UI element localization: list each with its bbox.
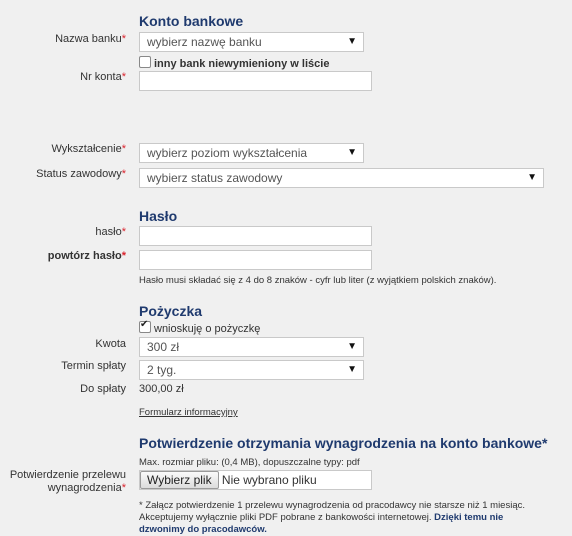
bank-section-title: Konto bankowe (139, 13, 244, 29)
bank-name-select[interactable]: wybierz nazwę banku ▼ (139, 32, 364, 52)
choose-file-button[interactable]: Wybierz plik (140, 471, 219, 489)
term-label: Termin spłaty (61, 360, 126, 372)
chevron-down-icon: ▼ (347, 147, 357, 158)
to-pay-value: 300,00 zł (139, 383, 184, 395)
status-select[interactable]: wybierz status zawodowy ▼ (139, 168, 544, 188)
salary-section-title: Potwierdzenie otrzymania wynagrodzenia na konto bankowe* (139, 435, 548, 451)
other-bank-checkbox[interactable] (139, 56, 151, 68)
loan-section-title: Pożyczka (139, 303, 203, 319)
chevron-down-icon: ▼ (347, 364, 357, 375)
education-select[interactable]: wybierz poziom wykształcenia ▼ (139, 143, 364, 163)
file-upload-field (139, 470, 372, 490)
chevron-down-icon: ▼ (347, 341, 357, 352)
file-status-text: Nie wybrano pliku (221, 473, 317, 487)
amount-select[interactable]: 300 zł ▼ (139, 337, 364, 357)
repeat-password-input[interactable] (139, 250, 372, 270)
loan-apply-checkbox[interactable] (139, 321, 151, 333)
to-pay-label: Do spłaty (80, 383, 126, 395)
account-number-input[interactable] (139, 71, 372, 91)
file-limits-text: Max. rozmiar pliku: (0,4 MB), dopuszczalne typy: pdf (139, 457, 360, 468)
education-label: Wykształcenie* (51, 143, 126, 155)
password-input[interactable] (139, 226, 372, 246)
loan-apply-option: ✔wnioskuję o pożyczkę (139, 321, 260, 335)
password-section-title: Hasło (139, 208, 178, 224)
salary-note-bold: Dzięki temu nie dzwonimy do pracodawców. (139, 512, 504, 535)
amount-label: Kwota (95, 338, 126, 350)
salary-proof-label: Potwierdzenie przelewu wynagrodzenia* (9, 469, 126, 494)
salary-note: * Załącz potwierdzenie 1 przelewu wynagrodzenia od pracodawcy nie starsze niż 1 miesiąc. Akceptujemy wyłącznie pliki PDF pobrane z bankowości internetowej. Dzięki temu nie dzwonimy do pracodawców. (139, 500, 525, 535)
info-form-link[interactable]: Formularz informacyjny (139, 407, 238, 418)
chevron-down-icon: ▼ (347, 36, 357, 47)
password-hint: Hasło musi składać się z 4 do 8 znaków - cyfr lub liter (z wyjątkiem polskich znaków). (139, 275, 497, 286)
chevron-down-icon: ▼ (527, 172, 537, 183)
repeat-password-label: powtórz hasło* (47, 250, 126, 262)
password-label: hasło* (95, 226, 126, 238)
term-select[interactable]: 2 tyg. ▼ (139, 360, 364, 380)
account-number-label: Nr konta* (80, 71, 126, 83)
bank-name-label: Nazwa banku* (55, 33, 126, 45)
other-bank-option: inny bank niewymieniony w liście (139, 56, 329, 70)
status-label: Status zawodowy* (36, 168, 126, 180)
